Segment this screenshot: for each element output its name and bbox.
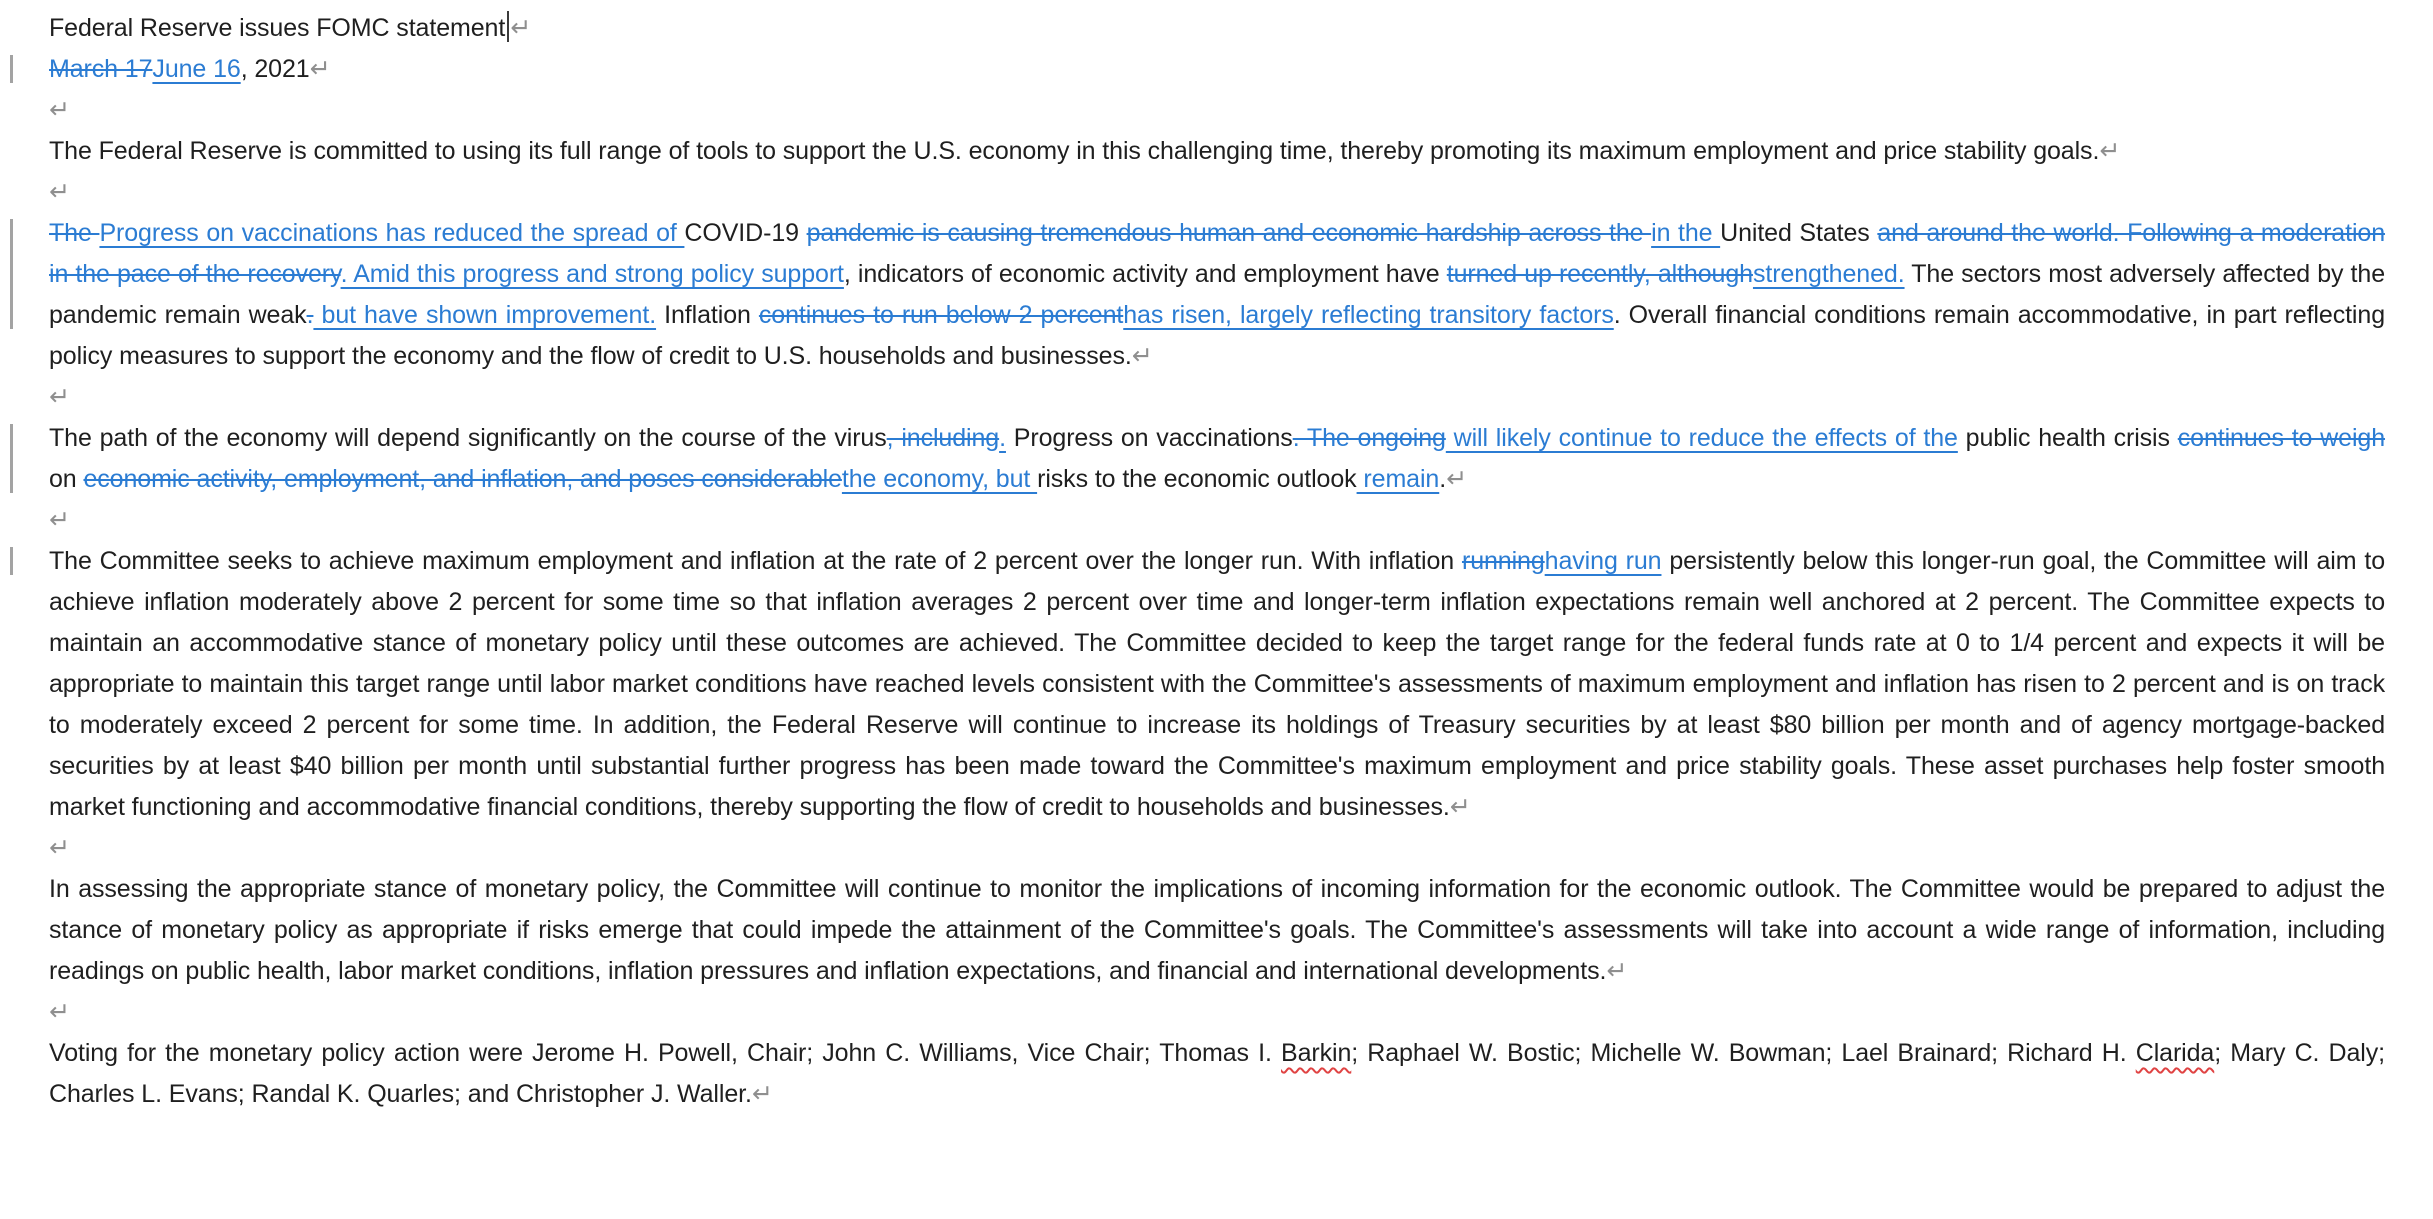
- text-run[interactable]: The Committee seeks to achieve maximum employment and inflation at the rate of 2 percent over the longer run. With inflation: [49, 547, 1462, 575]
- paragraph-mark: ↵: [49, 96, 70, 124]
- text-run[interactable]: COVID-19: [684, 219, 807, 247]
- paragraph-assessing-stance[interactable]: [49, 869, 2385, 992]
- text-run[interactable]: , 2021: [240, 55, 310, 83]
- deleted-text[interactable]: economic activity, employment, and inflation, and poses considerable: [83, 465, 842, 493]
- text-run[interactable]: persistently below this longer-run goal, the Committee will aim to achieve inflation moderately above 2 percent for some time so that inflation averages 2 percent over time and longer-term inflation expectations remain well anchored at 2 percent. The Committee expects to maintain an accommodative stance of monetary policy until these outcomes are achieved. The Committee decided to keep the target range for the federal funds rate at 0 to 1/4 percent and expects it will be appropriate to maintain this target range until labor market conditions have reached levels consistent with the Committee's assessments of maximum employment and inflation has risen to 2 percent and is on track to moderately exceed 2 percent for some time. In addition, the Federal Reserve will continue to increase its holdings of Treasury securities by at least $80 billion per month and of agency mortgage-backed securities by at least $40 billion per month until substantial further progress has been made toward the Committee's maximum employment and price stability goals. These asset purchases help foster smooth market functioning and accommodative financial conditions, thereby supporting the flow of credit to households and businesses.: [49, 547, 2385, 821]
- text-run[interactable]: risks to the economic outlook: [1037, 465, 1357, 493]
- text-run[interactable]: public health crisis: [1957, 424, 2178, 452]
- deleted-text[interactable]: The: [49, 219, 100, 247]
- paragraph-mark: ↵: [49, 998, 70, 1026]
- change-bar: [10, 219, 13, 329]
- paragraph-covid-progress[interactable]: [49, 213, 2385, 377]
- deleted-text[interactable]: March 17: [49, 55, 153, 83]
- paragraph-title[interactable]: [49, 8, 2385, 49]
- text-run[interactable]: In assessing the appropriate stance of monetary policy, the Committee will continue to monitor the implications of incoming information for the economic outlook. The Committee would be prepared to adjust the stance of monetary policy as appropriate if risks emerge that could impede the attainment of the Committee's goals. The Committee's assessments will take into account a wide range of information, including readings on public health, labor market conditions, inflation pressures and inflation expectations, and financial and international developments.: [49, 875, 2385, 985]
- text-run[interactable]: Voting for the monetary policy action were Jerome H. Powell, Chair; John C. Williams, Vice Chair; Thomas I.: [49, 1039, 1281, 1067]
- paragraph-mark: ↵: [49, 383, 70, 411]
- text-cursor: [507, 11, 509, 42]
- deleted-text[interactable]: continues to weigh: [2177, 424, 2386, 452]
- inserted-text[interactable]: in the: [1651, 219, 1721, 247]
- inserted-text[interactable]: .: [999, 424, 1006, 452]
- change-bar: [10, 424, 13, 493]
- deleted-text[interactable]: turned up recently, although: [1446, 260, 1753, 288]
- paragraph-mark: ↵: [2099, 137, 2121, 165]
- misspelled-text[interactable]: Barkin: [1281, 1039, 1352, 1067]
- inserted-text[interactable]: June 16: [152, 55, 241, 83]
- deleted-text[interactable]: .: [306, 301, 314, 329]
- deleted-text[interactable]: , including: [886, 424, 1000, 452]
- paragraph-mark: ↵: [1449, 793, 1471, 821]
- deleted-text[interactable]: and around the world. Following a moderation in the pace of the recovery: [49, 219, 2386, 288]
- paragraph-mark: ↵: [1131, 342, 1153, 370]
- inserted-text[interactable]: will likely continue to reduce the effects of the: [1445, 424, 1958, 452]
- paragraph-empty-line-4[interactable]: [49, 500, 2385, 541]
- paragraph-path-of-economy[interactable]: [49, 418, 2385, 500]
- change-bar: [10, 55, 13, 83]
- text-run[interactable]: . Overall financial conditions remain accommodative, in part reflecting policy measures to support the economy and the flow of credit to U.S. households and businesses.: [49, 301, 2385, 370]
- deleted-text[interactable]: pandemic is causing tremendous human and economic hardship across the: [806, 219, 1652, 247]
- deleted-text[interactable]: continues to run below 2 percent: [758, 301, 1124, 329]
- paragraph-empty-line-5[interactable]: [49, 828, 2385, 869]
- paragraph-mark: ↵: [1446, 465, 1467, 493]
- deleted-text[interactable]: . The ongoing: [1292, 424, 1446, 452]
- paragraph-mark: ↵: [1606, 957, 1628, 985]
- text-run[interactable]: Inflation: [656, 301, 759, 329]
- paragraph-mark: ↵: [751, 1080, 773, 1108]
- paragraph-mark: ↵: [49, 506, 70, 534]
- text-run[interactable]: , indicators of economic activity and employment have: [843, 260, 1447, 288]
- misspelled-text[interactable]: Clarida: [2135, 1039, 2215, 1067]
- text-run[interactable]: United States: [1720, 219, 1878, 247]
- paragraph-voting[interactable]: [49, 1033, 2385, 1115]
- text-run[interactable]: ; Mary C. Daly; Charles L. Evans; Randal K. Quarles; and Christopher J. Waller.: [49, 1039, 2386, 1108]
- text-run[interactable]: on: [49, 465, 84, 493]
- inserted-text[interactable]: has risen, largely reflecting transitory factors: [1123, 301, 1614, 329]
- text-run[interactable]: The sectors most adversely affected by the pandemic remain weak: [49, 260, 2386, 329]
- paragraph-empty-line-6[interactable]: [49, 992, 2385, 1033]
- change-bar: [10, 547, 13, 575]
- paragraph-mark: ↵: [49, 834, 70, 862]
- text-run[interactable]: Federal Reserve issues FOMC statement: [49, 14, 506, 42]
- paragraph-date-line[interactable]: [49, 49, 2385, 90]
- paragraph-empty-line-2[interactable]: [49, 172, 2385, 213]
- text-run[interactable]: The path of the economy will depend significantly on the course of the virus: [49, 424, 887, 452]
- paragraph-commitment[interactable]: [49, 131, 2385, 172]
- text-run[interactable]: The Federal Reserve is committed to using its full range of tools to support the U.S. economy in this challenging time, thereby promoting its maximum employment and price stability goals.: [49, 137, 2100, 165]
- paragraph-empty-line-3[interactable]: [49, 377, 2385, 418]
- paragraph-mark: ↵: [49, 178, 70, 206]
- text-run[interactable]: ; Raphael W. Bostic; Michelle W. Bowman; Lael Brainard; Richard H.: [1351, 1039, 2136, 1067]
- inserted-text[interactable]: Progress on vaccinations has reduced the spread of: [99, 219, 685, 247]
- paragraph-mark: ↵: [510, 14, 532, 42]
- inserted-text[interactable]: remain: [1356, 465, 1440, 493]
- inserted-text[interactable]: strengthened.: [1752, 260, 1905, 288]
- inserted-text[interactable]: but have shown improvement.: [313, 301, 657, 329]
- inserted-text[interactable]: the economy, but: [841, 465, 1038, 493]
- text-run[interactable]: Progress on vaccinations: [1005, 424, 1293, 452]
- paragraph-mark: ↵: [309, 55, 331, 83]
- paragraph-committee-goals[interactable]: [49, 541, 2385, 828]
- paragraph-empty-line-1[interactable]: [49, 90, 2385, 131]
- inserted-text[interactable]: . Amid this progress and strong policy support: [340, 260, 844, 288]
- inserted-text[interactable]: having run: [1544, 547, 1662, 575]
- deleted-text[interactable]: running: [1461, 547, 1545, 575]
- text-run[interactable]: .: [1439, 465, 1447, 493]
